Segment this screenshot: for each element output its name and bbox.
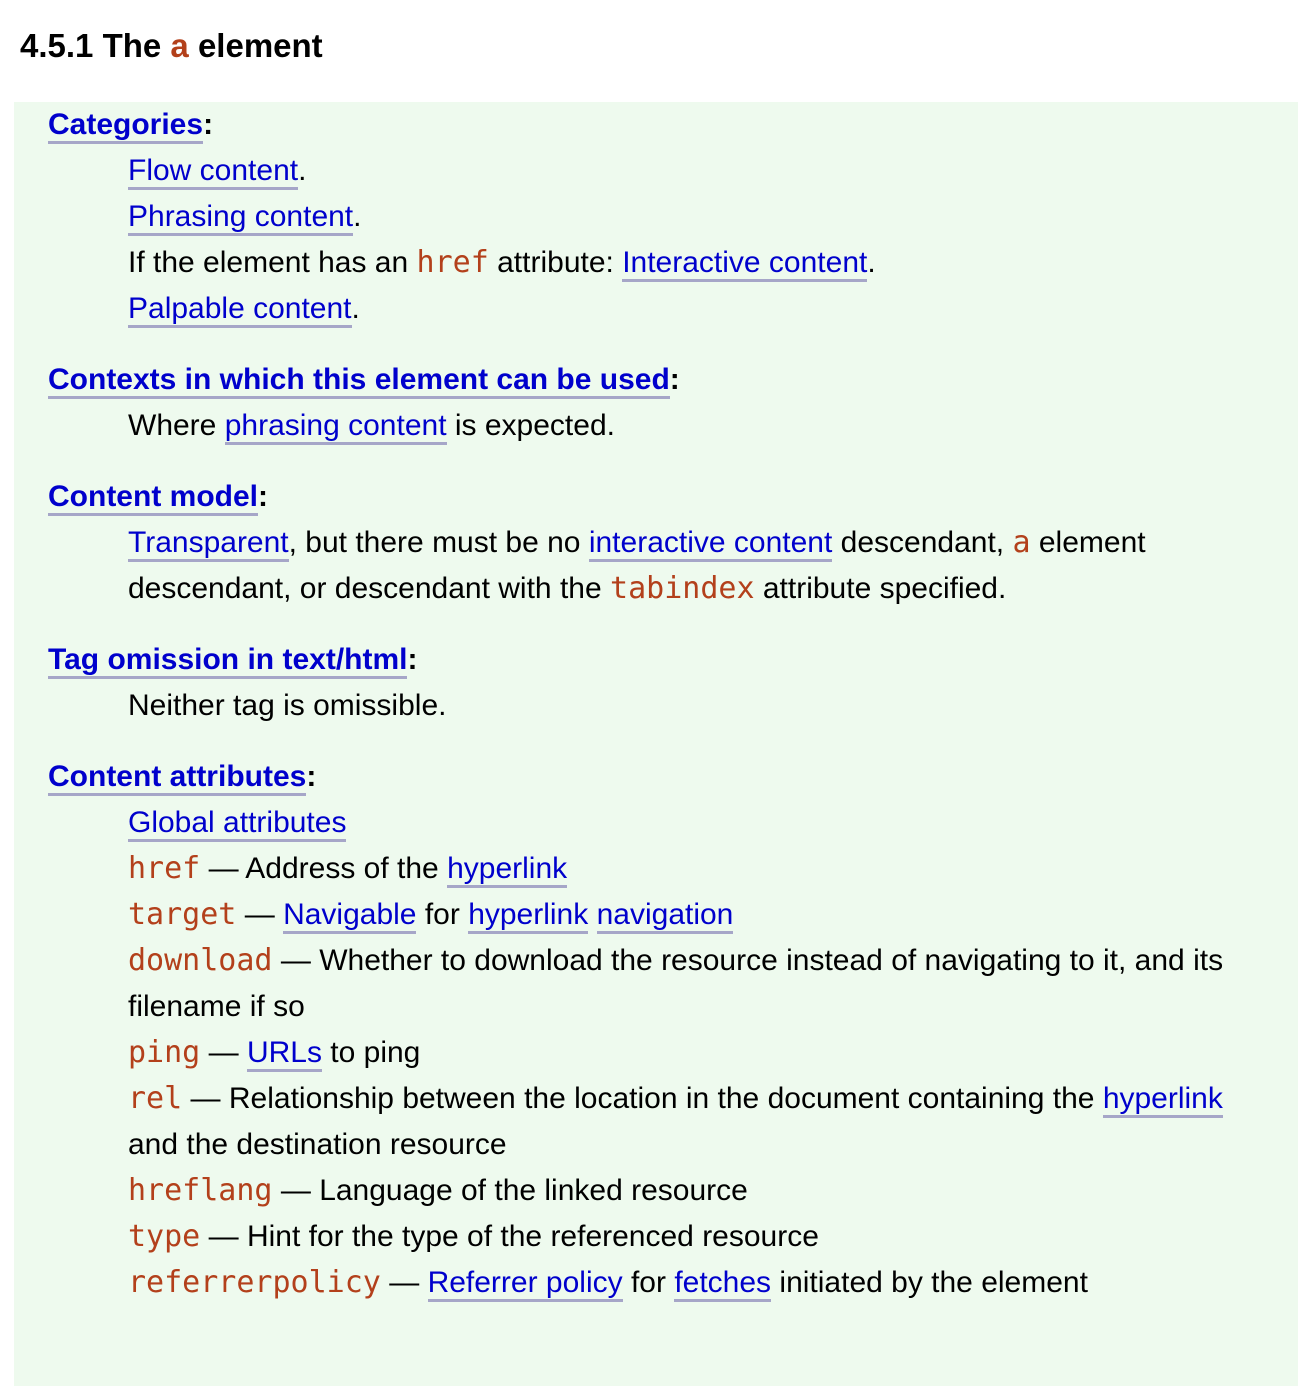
dash: — — [280, 944, 311, 977]
href-desc: Address of the — [245, 852, 439, 885]
title-pre: The — [102, 27, 162, 64]
dash: — — [280, 1174, 311, 1207]
category-interactive — [128, 240, 1268, 286]
phrasing-content-link[interactable]: Phrasing content — [128, 200, 353, 236]
navigation-link[interactable]: navigation — [597, 898, 734, 934]
page-title — [20, 26, 323, 66]
content-attributes-term — [48, 754, 1268, 800]
interactive-pre-text: If the element has an — [128, 246, 409, 279]
colon: : — [258, 480, 268, 513]
attr-rel — [128, 1076, 1268, 1168]
element-definition-list — [48, 102, 1268, 1306]
dash: — — [208, 1220, 239, 1253]
transparent-link[interactable]: Transparent — [128, 526, 289, 562]
download-desc: Whether to download the resource instead of navigating to it, and its filename if so — [128, 944, 1224, 1023]
hreflang-attr-code[interactable]: hreflang — [128, 1173, 273, 1208]
tag-omission-term — [48, 637, 1268, 683]
contexts-pre-text: Where — [128, 409, 217, 442]
global-attributes-link[interactable]: Global attributes — [128, 806, 346, 842]
hyperlink-link[interactable]: hyperlink — [1103, 1082, 1223, 1118]
content-model-link[interactable]: Content model — [48, 480, 258, 516]
colon: : — [306, 760, 317, 793]
ping-desc: to ping — [330, 1036, 421, 1069]
period: . — [867, 246, 876, 279]
content-attributes-link[interactable]: Content attributes — [48, 760, 306, 796]
category-flow — [128, 148, 1268, 194]
referrerpolicy-attr-code[interactable]: referrerpolicy — [128, 1265, 381, 1300]
target-mid: for — [424, 898, 460, 931]
referrer-policy-link[interactable]: Referrer policy — [428, 1266, 623, 1302]
content-model-text-1: , but there must be no — [288, 526, 581, 559]
phrasing-content-context-link[interactable]: phrasing content — [225, 409, 447, 445]
dash: — — [208, 852, 239, 885]
referrerpolicy-mid: for — [630, 1266, 666, 1299]
categories-term — [48, 102, 1268, 148]
content-model-text-2: descendant, — [840, 526, 1005, 559]
colon: : — [203, 108, 214, 141]
attr-type — [128, 1214, 1268, 1260]
download-attr-code[interactable]: download — [128, 943, 273, 978]
content-model-text-3: element descendant, or descendant with the — [128, 526, 1146, 605]
navigable-link[interactable]: Navigable — [283, 898, 416, 934]
element-definition-box — [14, 102, 1298, 1386]
category-palpable — [128, 286, 1268, 332]
type-desc: Hint for the type of the referenced resource — [246, 1220, 819, 1253]
content-model-term — [48, 474, 1268, 520]
attr-href — [128, 846, 1268, 892]
fetches-link[interactable]: fetches — [674, 1266, 771, 1302]
flow-content-link[interactable]: Flow content — [128, 154, 298, 190]
attr-referrerpolicy — [128, 1260, 1268, 1306]
dash: — — [389, 1266, 420, 1299]
colon: : — [669, 363, 680, 396]
attr-global — [128, 800, 1268, 846]
tag-omission-link[interactable]: Tag omission in text/html — [48, 643, 407, 679]
attr-target — [128, 892, 1268, 938]
contexts-term — [48, 357, 1268, 403]
period: . — [298, 154, 307, 187]
referrerpolicy-desc: initiated by the element — [779, 1266, 1088, 1299]
href-attr-code[interactable]: href — [128, 851, 201, 886]
contexts-post-text: is expected. — [454, 409, 615, 442]
palpable-content-link[interactable]: Palpable content — [128, 292, 352, 328]
dash: — — [208, 1036, 239, 1069]
dash: — — [190, 1082, 221, 1115]
ping-attr-code[interactable]: ping — [128, 1035, 201, 1070]
contexts-link[interactable]: Contexts in which this element can be used — [48, 363, 670, 399]
tag-omission-value: Neither tag is omissible. — [128, 689, 447, 722]
section-number: 4.5.1 — [20, 27, 94, 64]
rel-desc-post: and the destination resource — [128, 1128, 507, 1161]
interactive-mid-text: attribute: — [497, 246, 614, 279]
interactive-content-link[interactable]: Interactive content — [622, 246, 867, 282]
contexts-value — [128, 403, 1268, 449]
attr-ping — [128, 1030, 1268, 1076]
rel-desc: Relationship between the location in the document containing the — [228, 1082, 1095, 1115]
category-phrasing — [128, 194, 1268, 240]
hyperlink-link[interactable]: hyperlink — [468, 898, 588, 934]
href-code: href — [416, 245, 489, 280]
dash: — — [244, 898, 275, 931]
attr-download — [128, 938, 1268, 1030]
colon: : — [407, 643, 418, 676]
a-element-code: a — [1012, 525, 1031, 560]
tabindex-code: tabindex — [610, 571, 755, 606]
hreflang-desc: Language of the linked resource — [319, 1174, 748, 1207]
period: . — [353, 200, 362, 233]
content-model-text-4: attribute specified. — [762, 572, 1007, 605]
rel-attr-code[interactable]: rel — [128, 1081, 183, 1116]
period: . — [351, 292, 360, 325]
urls-link[interactable]: URLs — [247, 1036, 322, 1072]
attr-hreflang — [128, 1168, 1268, 1214]
interactive-content-model-link[interactable]: interactive content — [589, 526, 832, 562]
element-name: a — [170, 27, 189, 64]
title-post: element — [197, 27, 323, 64]
target-attr-code[interactable]: target — [128, 897, 237, 932]
hyperlink-link[interactable]: hyperlink — [447, 852, 567, 888]
content-model-value — [128, 520, 1268, 612]
type-attr-code[interactable]: type — [128, 1219, 201, 1254]
categories-link[interactable]: Categories — [48, 108, 203, 144]
